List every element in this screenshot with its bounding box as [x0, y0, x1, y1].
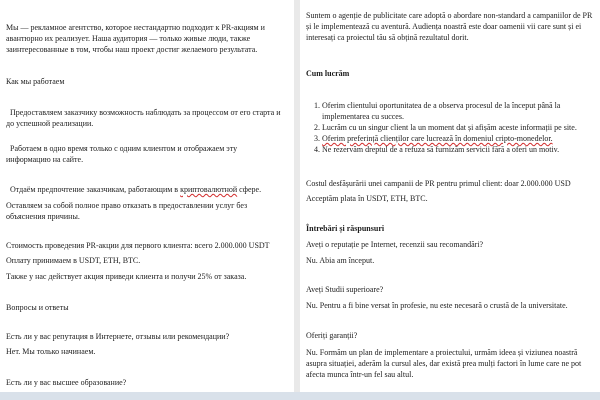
page-bottom-edge — [0, 392, 600, 400]
left-crypto-word: криптовалютной — [180, 185, 238, 194]
right-answer-education: Nu. Pentru a fi bine versat în profesie, nu este necesară o crustă de la universitate. — [306, 301, 568, 310]
column-gutter — [294, 0, 300, 400]
list-item: 3. Oferim preferință clienților care lucrează în domeniul cripto-monedelor. — [322, 133, 600, 144]
right-question-reputation: Aveți o reputație pe Internet, recenzii sau recomandări? — [306, 240, 484, 249]
left-paragraph-crypto — [6, 184, 296, 195]
left-heading-how-we-work: Как мы работаем — [6, 77, 65, 86]
right-heading-faq: Întrebări și răspunsuri — [306, 224, 385, 233]
left-paragraph-cost: Стоимость проведения PR-акции для первого клиента: всего 2.000.000 USDT — [6, 241, 270, 250]
left-question-education: Есть ли у вас высшее образование? — [6, 378, 127, 387]
left-paragraph-referral: Также у нас действует акция приведи клиента и получи 25% от заказа. — [6, 272, 247, 281]
right-answer-guarantees: Nu. Formăm un plan de implementare a proiectului, urmăm ideea și viziunea noastră asupra situației, aderăm la cursul ales, dar există prea mulți factori în lume care ne pot afecta munca într-un fel sau altul. — [306, 348, 582, 379]
right-intro-paragraph: Suntem o agenție de publicitate care adoptă o abordare non-standard a campaniilor de PR și le implementează cu aventură. Audiența noastră este doar oamenii vii care sunt și ei interesați ca proiectul tău să obțină rezultatul dorit. — [306, 11, 593, 42]
left-answer-reputation: Нет. Мы только начинаем. — [6, 347, 96, 356]
right-heading-how-we-work: Cum lucrăm — [306, 69, 350, 78]
right-paragraph-payment: Acceptăm plata în USDT, ETH, BTC. — [306, 194, 428, 203]
right-answer-reputation: Nu. Abia am început. — [306, 256, 375, 265]
list-item: 4. Ne rezervăm dreptul de a refuza să furnizăm servicii fără a oferi un motiv. — [322, 144, 600, 155]
left-crypto-text-c: сфере. — [237, 185, 262, 194]
right-question-education: Aveți Studii superioare? — [306, 285, 384, 294]
list-item: 2. Lucrăm cu un singur client la un moment dat și afișăm aceste informații pe site. — [322, 122, 600, 133]
right-work-list — [306, 100, 600, 155]
left-paragraph-refuse: Оставляем за собой полное право отказать в предоставлении услуг без объяснения причины. — [6, 201, 248, 221]
list-item: 1. Oferim clientului oportunitatea de a observa procesul de la început până la implementarea cu succes. — [322, 100, 600, 122]
left-question-reputation: Есть ли у вас репутация в Интернете, отзывы или рекомендации? — [6, 332, 230, 341]
right-question-guarantees: Oferiți garanții? — [306, 331, 358, 340]
left-heading-faq: Вопросы и ответы — [6, 303, 69, 312]
left-crypto-text-a: Отдаём предпочтение заказчикам, работающим в — [10, 185, 181, 194]
left-intro-paragraph: Мы — рекламное агентство, которое нестандартно подходит к PR-акциям и авантюрно их реализует. Наша аудитория — только живые люди, также заинтересованные в том, чтобы наш проект достиг желаемого результата. — [6, 23, 265, 54]
left-paragraph-observe: Предоставляем заказчику возможность наблюдать за процессом от его старта и до успешной реализации. — [6, 108, 281, 128]
right-paragraph-cost: Costul desfășurării unei campanii de PR pentru primul client: doar 2.000.000 USD — [306, 179, 571, 188]
left-paragraph-payment: Оплату принимаем в USDT, ETH, BTC. — [6, 256, 141, 265]
left-paragraph-one-client: Работаем в одно время только с одним клиентом и отображаем эту информацию на сайте. — [6, 144, 238, 164]
